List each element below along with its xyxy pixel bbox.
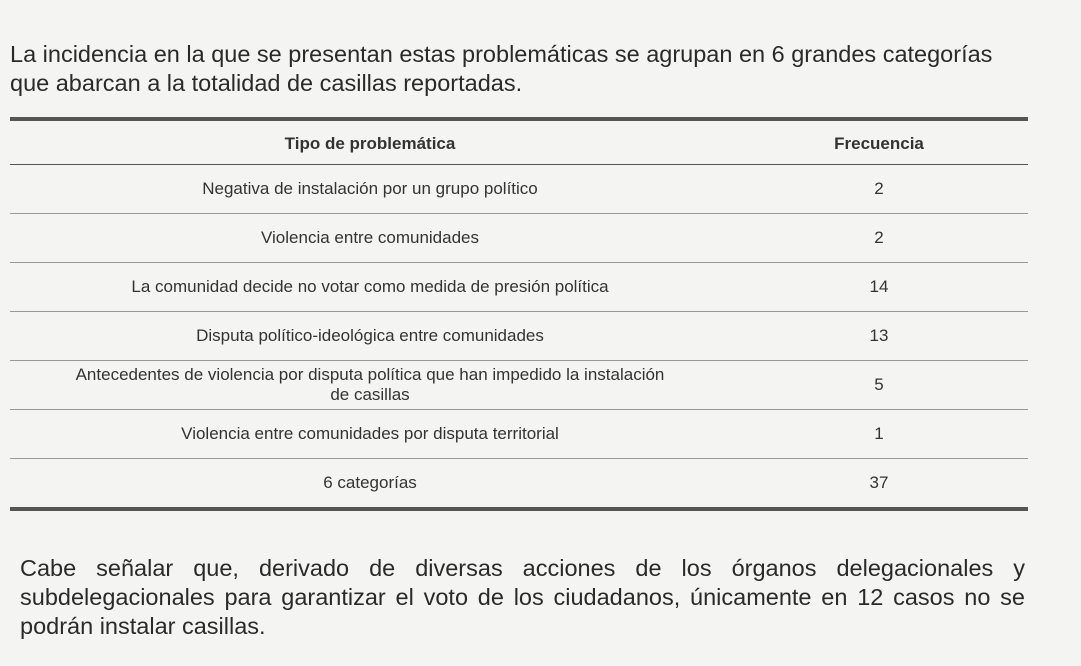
cell-tipo: Antecedentes de violencia por disputa política que han impedido la instalación de casillas	[10, 361, 730, 410]
intro-paragraph: La incidencia en la que se presentan estas problemáticas se agrupan en 6 grandes categorías que abarcan a la totalidad de casillas reportadas.	[10, 40, 993, 96]
table-row	[10, 361, 1028, 410]
total-row	[10, 459, 1028, 510]
cell-frecuencia: 13	[730, 312, 1028, 361]
cell-tipo: Violencia entre comunidades por disputa territorial	[10, 410, 730, 459]
cell-frecuencia: 14	[730, 263, 1028, 312]
cell-frecuencia: 1	[730, 410, 1028, 459]
table-row	[10, 263, 1028, 312]
table-row	[10, 165, 1028, 214]
closing-paragraph: Cabe señalar que, derivado de diversas acciones de los órganos delegacionales y subdelegacionales para garantizar el voto de los ciudadanos, únicamente en 12 casos no se podrán instalar casillas.	[20, 554, 1025, 639]
cell-frecuencia: 5	[730, 361, 1028, 410]
table-row	[10, 312, 1028, 361]
cell-frecuencia: 2	[730, 214, 1028, 263]
table-row	[10, 410, 1028, 459]
problematicas-table	[10, 117, 1028, 511]
cell-tipo: Disputa político-ideológica entre comunidades	[10, 312, 730, 361]
total-tipo: 6 categorías	[10, 459, 730, 510]
table-row	[10, 214, 1028, 263]
cell-tipo: Violencia entre comunidades	[10, 214, 730, 263]
cell-tipo: La comunidad decide no votar como medida de presión política	[10, 263, 730, 312]
total-frecuencia: 37	[730, 459, 1028, 510]
header-tipo: Tipo de problemática	[10, 119, 730, 165]
header-frecuencia: Frecuencia	[730, 119, 1028, 165]
cell-frecuencia: 2	[730, 165, 1028, 214]
cell-tipo: Negativa de instalación por un grupo político	[10, 165, 730, 214]
